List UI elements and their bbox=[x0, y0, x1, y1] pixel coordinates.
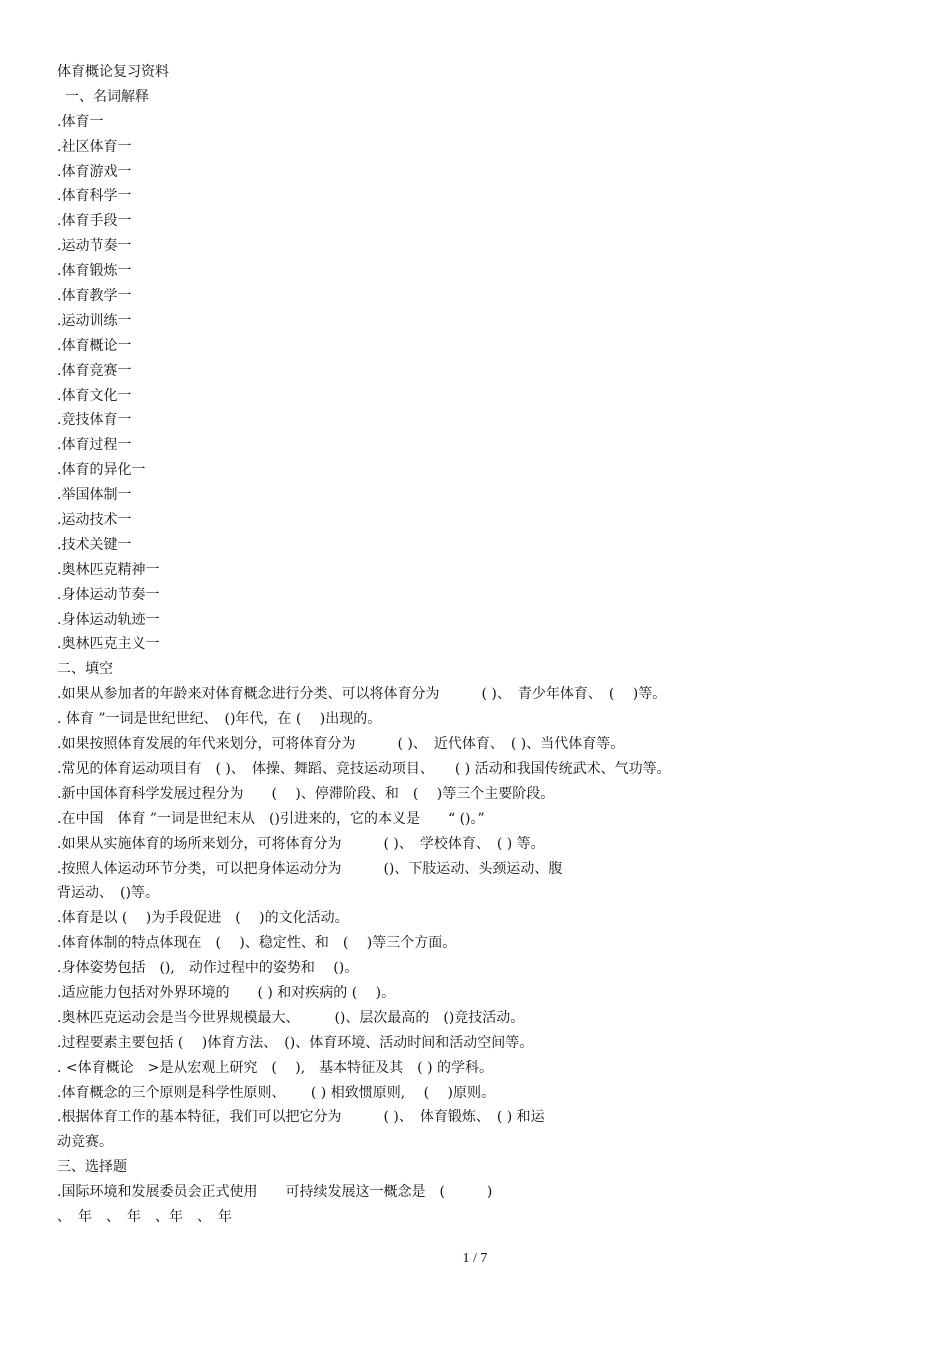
list-item: .体育游戏一 bbox=[57, 163, 132, 180]
list-item: .竞技体育一 bbox=[57, 412, 132, 429]
document-body bbox=[57, 60, 897, 1230]
list-item: .按照人体运动环节分类，可以把身体运动分为 ()、下肢运动、头颈运动、腹 bbox=[57, 860, 563, 877]
list-item: 、 年 、 年 、年 、 年 bbox=[57, 1208, 232, 1225]
list-item: .体育教学一 bbox=[57, 288, 132, 305]
list-item: 动竞赛。 bbox=[57, 1134, 113, 1151]
list-item: .如果按照体育发展的年代来划分，可将体育分为 ( )、 近代体育、 ( )、当代体育等。 bbox=[57, 736, 625, 753]
list-item: .举国体制一 bbox=[57, 487, 132, 504]
fill-in-list bbox=[57, 682, 897, 1155]
list-item: .体育科学一 bbox=[57, 188, 132, 205]
list-item: .根据体育工作的基本特征，我们可以把它分为 ( )、 体育锻炼、 ( ) 和运 bbox=[57, 1109, 545, 1126]
list-item: .体育手段一 bbox=[57, 213, 132, 230]
list-item: .新中国体育科学发展过程分为 ( )、停滞阶段、和 ( )等三个主要阶段。 bbox=[57, 785, 555, 802]
list-item: .在中国 体育 ”一词是世纪末从 ()引进来的，它的本义是 “ ()。” bbox=[57, 810, 485, 827]
section-heading-multiple-choice: 三、选择题 bbox=[57, 1159, 127, 1176]
list-item: .体育概论一 bbox=[57, 337, 132, 354]
list-item: .体育锻炼一 bbox=[57, 263, 132, 280]
document-title: 体育概论复习资料 bbox=[57, 64, 169, 80]
list-item: .运动节奏一 bbox=[57, 238, 132, 255]
list-item: .体育的异化一 bbox=[57, 462, 146, 479]
definitions-list bbox=[57, 110, 897, 658]
list-item: . 体育 ”一词是世纪世纪、 ()年代，在 ( )出现的。 bbox=[57, 711, 382, 728]
list-item: .体育过程一 bbox=[57, 437, 132, 454]
list-item: .社区体育一 bbox=[57, 138, 132, 155]
list-item: .体育一 bbox=[57, 113, 104, 130]
list-item: .身体运动轨迹一 bbox=[57, 611, 160, 628]
list-item: .技术关键一 bbox=[57, 536, 132, 553]
list-item: .体育文化一 bbox=[57, 387, 132, 404]
multiple-choice-list bbox=[57, 1180, 897, 1230]
list-item: .奥林匹克运动会是当今世界规模最大、 ()、层次最高的 ()竞技活动。 bbox=[57, 1009, 525, 1026]
list-item: .国际环境和发展委员会正式使用 可持续发展这一概念是 ( ) bbox=[57, 1184, 493, 1201]
list-item: .体育是以 ( )为手段促进 ( )的文化活动。 bbox=[57, 910, 349, 927]
list-item: . <体育概论 >是从宏观上研究 ( ), 基本特征及其 ( ) 的学科。 bbox=[57, 1059, 494, 1076]
list-item: .运动技术一 bbox=[57, 512, 132, 529]
list-item: .如果从参加者的年龄来对体育概念进行分类、可以将体育分为 ( )、 青少年体育、 ( )等。 bbox=[57, 686, 667, 703]
list-item: 背运动、 ()等。 bbox=[57, 885, 159, 902]
page-number: 1 / 7 bbox=[462, 1251, 488, 1266]
list-item: .身体运动节奏一 bbox=[57, 586, 160, 603]
section-heading-fill-in: 二、填空 bbox=[57, 661, 113, 678]
list-item: .体育竞赛一 bbox=[57, 362, 132, 379]
list-item: .身体姿势包括 (), 动作过程中的姿势和 ()。 bbox=[57, 960, 359, 977]
list-item: .过程要素主要包括 ( )体育方法、 ()、体育环境、活动时间和活动空间等。 bbox=[57, 1034, 534, 1051]
list-item: .奥林匹克精神一 bbox=[57, 561, 160, 578]
list-item: .常见的体育运动项目有 ( )、 体操、舞蹈、竞技运动项目、 ( ) 活动和我国传统武术、气功等。 bbox=[57, 760, 671, 777]
list-item: .适应能力包括对外界环境的 ( ) 和对疾病的 ( )。 bbox=[57, 984, 396, 1001]
list-item: .体育体制的特点体现在 ( )、稳定性、和 ( )等三个方面。 bbox=[57, 935, 457, 952]
list-item: .体育概念的三个原则是科学性原则、 ( ) 相致惯原则, ( )原则。 bbox=[57, 1084, 495, 1101]
section-heading-definitions: 一、名词解释 bbox=[65, 88, 149, 105]
list-item: .运动训练一 bbox=[57, 312, 132, 329]
list-item: .如果从实施体育的场所来划分，可将体育分为 ( )、 学校体育、 ( ) 等。 bbox=[57, 835, 545, 852]
list-item: .奥林匹克主义一 bbox=[57, 636, 160, 653]
